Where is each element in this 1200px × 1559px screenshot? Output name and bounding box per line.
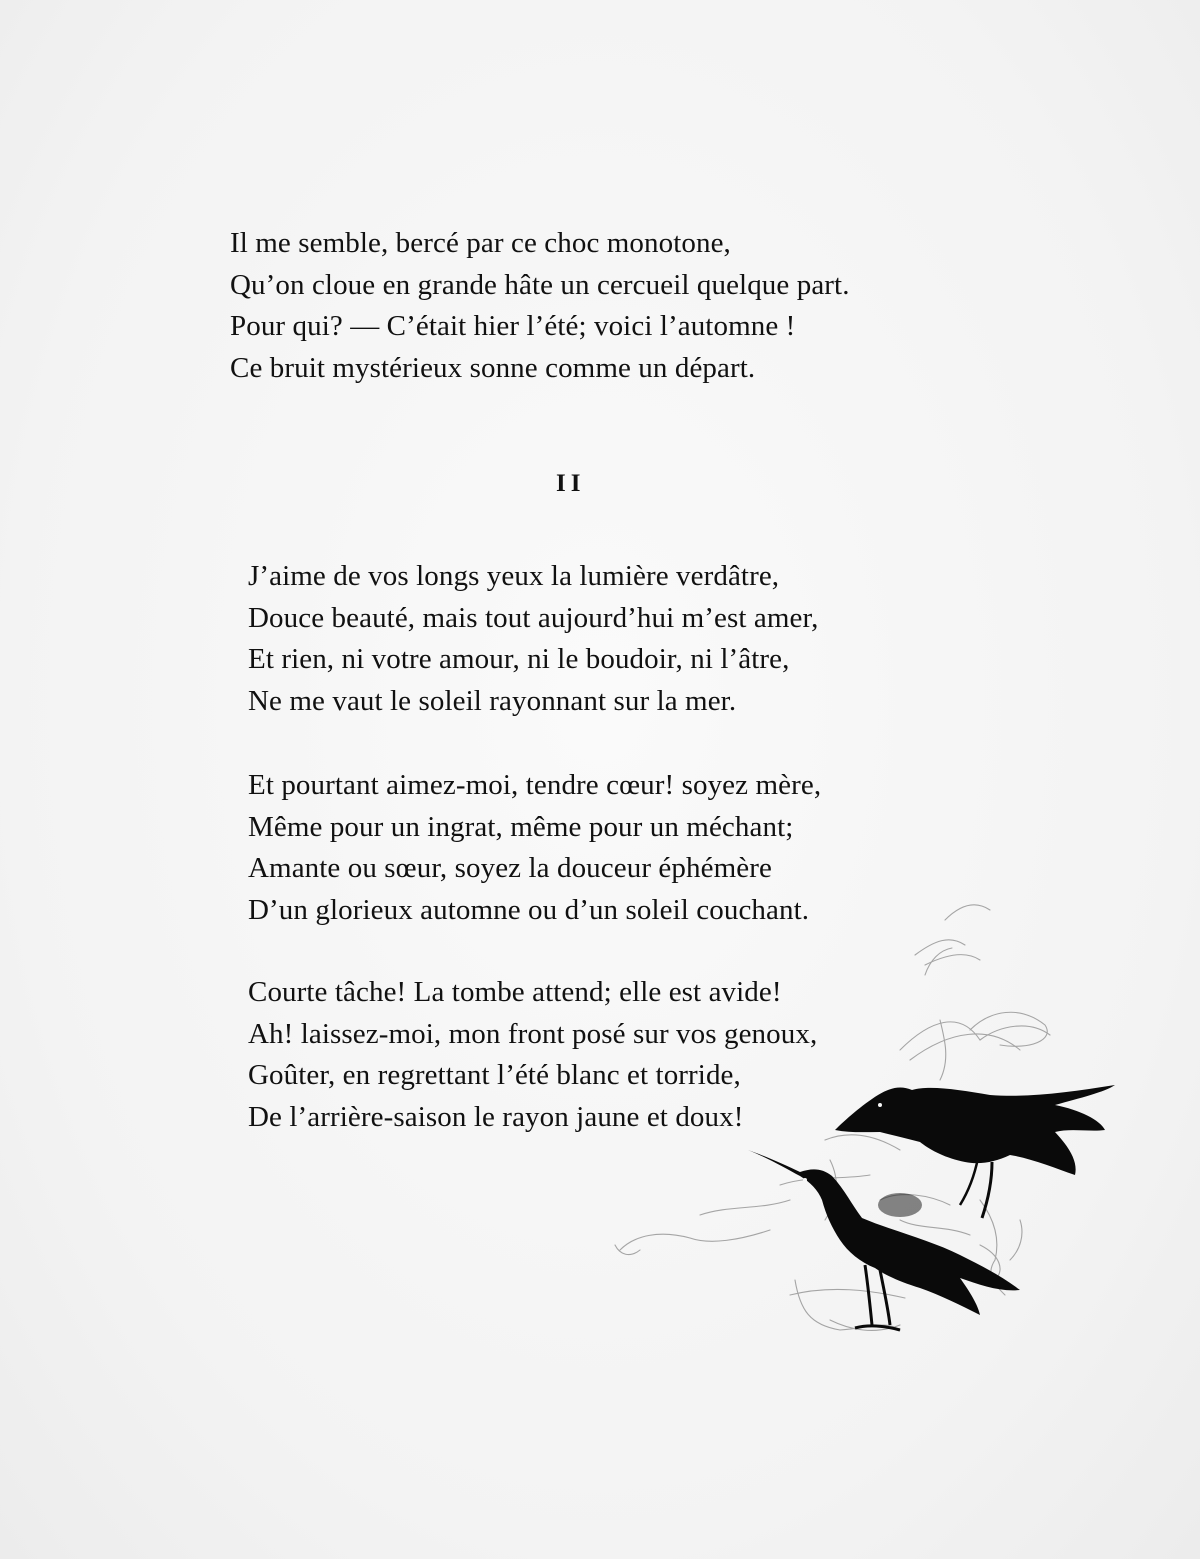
verse-line: Ce bruit mystérieux sonne comme un départ.	[230, 351, 756, 384]
verse-line: D’un glorieux automne ou d’un soleil couchant.	[248, 893, 810, 926]
two-crows-ink-drawing-icon	[600, 900, 1160, 1360]
verse-line: Qu’on cloue en grande hâte un cercueil quelque part.	[230, 268, 850, 301]
lower-crow-icon	[748, 1150, 1020, 1330]
stanza-2	[248, 556, 818, 722]
verse-line: J’aime de vos longs yeux la lumière verdâtre,	[248, 560, 780, 592]
verse-line: Ne me vaut le soleil rayonnant sur la mer.	[248, 684, 737, 717]
verse-line: Pour qui? — C’était hier l’été; voici l’automne !	[230, 310, 796, 342]
stanza-1	[230, 223, 850, 389]
verse-line: Même pour un ingrat, même pour un méchant;	[248, 810, 794, 843]
verse-line: Et pourtant aimez-moi, tendre cœur! soyez mère,	[248, 769, 822, 801]
verse-line: Il me semble, bercé par ce choc monotone,	[230, 227, 731, 259]
verse-line: Courte tâche! La tombe attend; elle est avide!	[248, 976, 782, 1008]
verse-line: Et rien, ni votre amour, ni le boudoir, ni l’âtre,	[248, 643, 790, 675]
upper-crow-icon	[835, 1085, 1115, 1218]
verse-line: Goûter, en regrettant l’été blanc et torride,	[248, 1059, 741, 1091]
section-numeral: II	[556, 470, 586, 497]
verse-line: Douce beauté, mais tout aujourd’hui m’est amer,	[248, 601, 819, 634]
verse-line: Ah! laissez-moi, mon front posé sur vos genoux,	[248, 1017, 818, 1050]
verse-line: De l’arrière-saison le rayon jaune et doux!	[248, 1100, 744, 1133]
verse-line: Amante ou sœur, soyez la douceur éphémère	[248, 852, 772, 884]
